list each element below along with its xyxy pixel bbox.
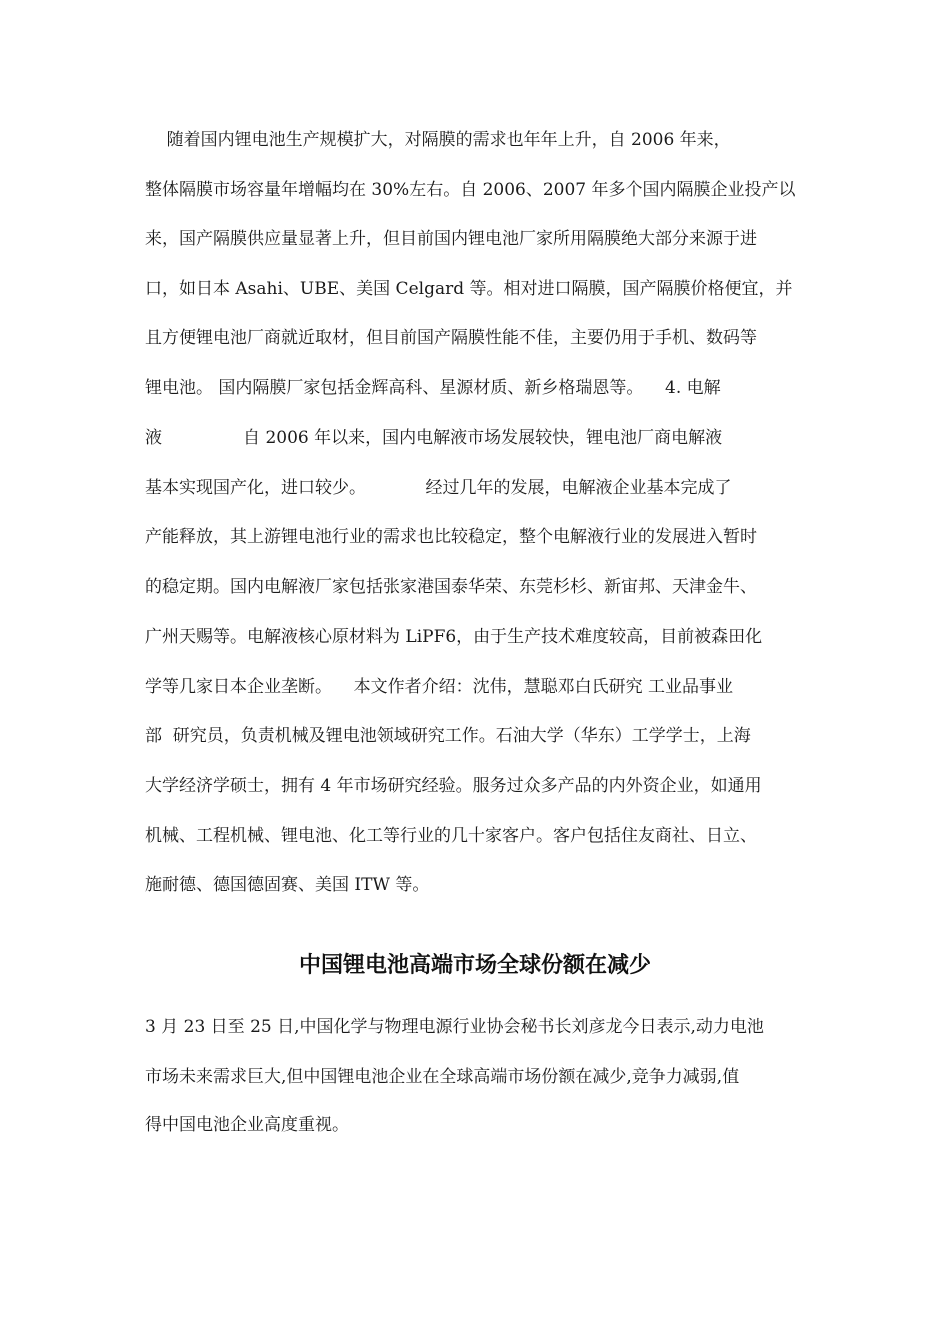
text-line: 3 月 23 日至 25 日,中国化学与物理电源行业协会秘书长刘彦龙今日表示,动力电池 bbox=[145, 1017, 764, 1037]
text-line: 来，国产隔膜供应量显著上升，但目前国内锂电池厂家所用隔膜绝大部分来源于进 bbox=[145, 229, 757, 249]
text-line: 整体隔膜市场容量年增幅均在 30%左右。自 2006、2007 年多个国内隔膜企业投产以 bbox=[145, 180, 796, 200]
text-line: 广州天赐等。电解液核心原材料为 LiPF6，由于生产技术难度较高，目前被森田化 bbox=[145, 627, 763, 647]
text-line: 大学经济学硕士，拥有 4 年市场研究经验。服务过众多产品的内外资企业，如通用 bbox=[145, 776, 762, 796]
article-title: 中国锂电池高端市场全球份额在减少 bbox=[298, 953, 651, 978]
text-line: 锂电池。 国内隔膜厂家包括金辉高科、星源材质、新乡格瑞恩等。 4. 电解 bbox=[145, 378, 721, 398]
text-line: 液 自 2006 年以来，国内电解液市场发展较快，锂电池厂商电解液 bbox=[145, 428, 723, 448]
text-line: 基本实现国产化，进口较少。 经过几年的发展，电解液企业基本完成了 bbox=[145, 478, 732, 498]
text-line: 且方便锂电池厂商就近取材，但目前国产隔膜性能不佳，主要仍用于手机、数码等 bbox=[145, 328, 757, 348]
text-line: 施耐德、德国德固赛、美国 ITW 等。 bbox=[145, 875, 430, 895]
text-line: 产能释放，其上游锂电池行业的需求也比较稳定，整个电解液行业的发展进入暂时 bbox=[145, 527, 757, 547]
text-line: 机械、工程机械、锂电池、化工等行业的几十家客户。客户包括住友商社、日立、 bbox=[145, 826, 757, 846]
text-line: 得中国电池企业高度重视。 bbox=[145, 1115, 349, 1135]
text-line: 部 研究员，负责机械及锂电池领域研究工作。石油大学（华东）工学学士，上海 bbox=[145, 726, 751, 746]
text-line: 学等几家日本企业垄断。 本文作者介绍：沈伟，慧聪邓白氏研究 工业品事业 bbox=[145, 677, 734, 697]
text-line: 口，如日本 Asahi、UBE、美国 Celgard 等。相对进口隔膜，国产隔膜价格便宜，并 bbox=[145, 279, 793, 299]
text-line: 市场未来需求巨大,但中国锂电池企业在全球高端市场份额在减少,竞争力减弱,值 bbox=[145, 1067, 740, 1087]
text-line: 的稳定期。国内电解液厂家包括张家港国泰华荣、东莞杉杉、新宙邦、天津金牛、 bbox=[145, 577, 757, 597]
text-line: 随着国内锂电池生产规模扩大，对隔膜的需求也年年上升，自 2006 年来， bbox=[145, 130, 731, 150]
